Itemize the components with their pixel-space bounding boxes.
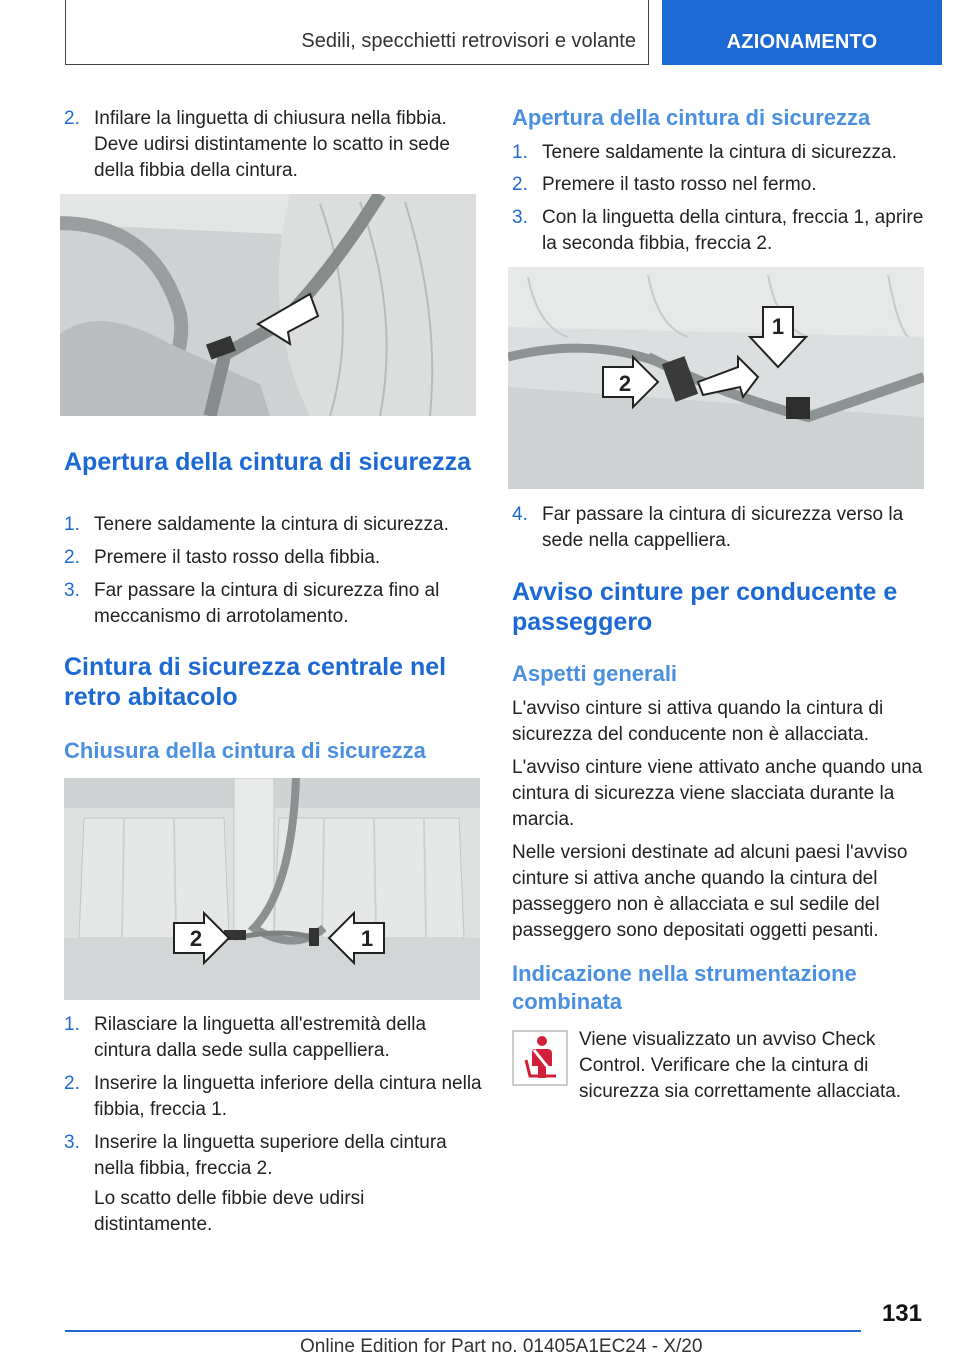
paragraph: Nelle versioni destinate ad alcuni paesi l'avviso cinture si attiva anche quando la cintura del passeggero non è allacciata e sul sedile del passeggero sono depositati oggetti pesanti. bbox=[512, 842, 908, 941]
header-chapter-label: AZIONAMENTO bbox=[726, 31, 878, 53]
subheading-open-center-belt: Apertura della cintura di sicurezza bbox=[512, 105, 871, 130]
subheading-close-belt: Chiusura della cintura di sicurezza bbox=[64, 738, 426, 763]
list-item: 4. Far passare la cintura di sicurezza verso la sede nella cappelliera. bbox=[512, 504, 904, 551]
list-item: 2. Premere il tasto rosso nel fermo. bbox=[512, 174, 817, 195]
list-item: 2. Inserire la linguetta inferiore della cintura nella fibbia, freccia 1. bbox=[64, 1073, 482, 1120]
figure-buckle-insert bbox=[60, 194, 476, 416]
subheading-general: Aspetti generali bbox=[512, 661, 678, 686]
subheading-instrument-cluster: Indicazione nella strumentazione combinata bbox=[512, 961, 857, 1014]
header-section-title: Sedili, specchietti retrovisori e volante bbox=[301, 30, 636, 52]
heading-center-belt: Cintura di sicurezza centrale nel retro abitacolo bbox=[64, 653, 447, 711]
list-item: 1. Rilasciare la linguetta all'estremità della cintura dalla sede sulla cappelliera. bbox=[64, 1014, 427, 1061]
figure-label-1: 1 bbox=[360, 926, 374, 951]
edition-info: Online Edition for Part no. 01405A1EC24 - X/20 bbox=[300, 1336, 703, 1357]
list-item: 3. Far passare la cintura di sicurezza fino al meccanismo di arrotolamento. bbox=[64, 580, 440, 627]
figure-center-belt-close bbox=[64, 778, 480, 1000]
footer-divider bbox=[65, 1330, 861, 1332]
paragraph: L'avviso cinture si attiva quando la cintura di sicurezza del conducente non è allacciata. bbox=[512, 698, 884, 745]
figure-label-2: 2 bbox=[189, 926, 203, 951]
figure-center-belt-open bbox=[508, 267, 924, 489]
header-chapter-tab[interactable] bbox=[662, 0, 942, 65]
note-text: Lo scatto delle fibbie deve udirsi distintamente. bbox=[94, 1188, 365, 1235]
seatbelt-warning-icon bbox=[512, 1030, 568, 1086]
figure-label-1: 1 bbox=[771, 314, 785, 339]
list-item: 3. Con la linguetta della cintura, freccia 1, aprire la seconda fibbia, freccia 2. bbox=[512, 207, 924, 254]
cluster-text: Viene visualizzato un avviso Check Control. Verificare che la cintura di sicurezza sia correttamente allacciata. bbox=[579, 1029, 902, 1102]
paragraph: L'avviso cinture viene attivato anche quando una cintura di sicurezza viene slacciata durante la marcia. bbox=[512, 757, 923, 830]
page-number: 131 bbox=[881, 1300, 922, 1327]
list-item: 3. Inserire la linguetta superiore della cintura nella fibbia, freccia 2. bbox=[64, 1132, 447, 1179]
heading-open-belt: Apertura della cintura di sicurezza bbox=[64, 448, 472, 476]
figure-label-2: 2 bbox=[618, 371, 632, 396]
list-item: 2. Premere il tasto rosso della fibbia. bbox=[64, 547, 381, 568]
header-section bbox=[65, 0, 649, 65]
heading-belt-warning: Avviso cinture per conducente e passeggero bbox=[512, 578, 898, 636]
list-item: 1. Tenere saldamente la cintura di sicurezza. bbox=[64, 514, 449, 535]
list-item: 1. Tenere saldamente la cintura di sicurezza. bbox=[512, 142, 897, 163]
list-item: 2. Infilare la linguetta di chiusura nella fibbia. Deve udirsi distintamente lo scatto in sede della fibbia della cintura. bbox=[64, 108, 450, 181]
